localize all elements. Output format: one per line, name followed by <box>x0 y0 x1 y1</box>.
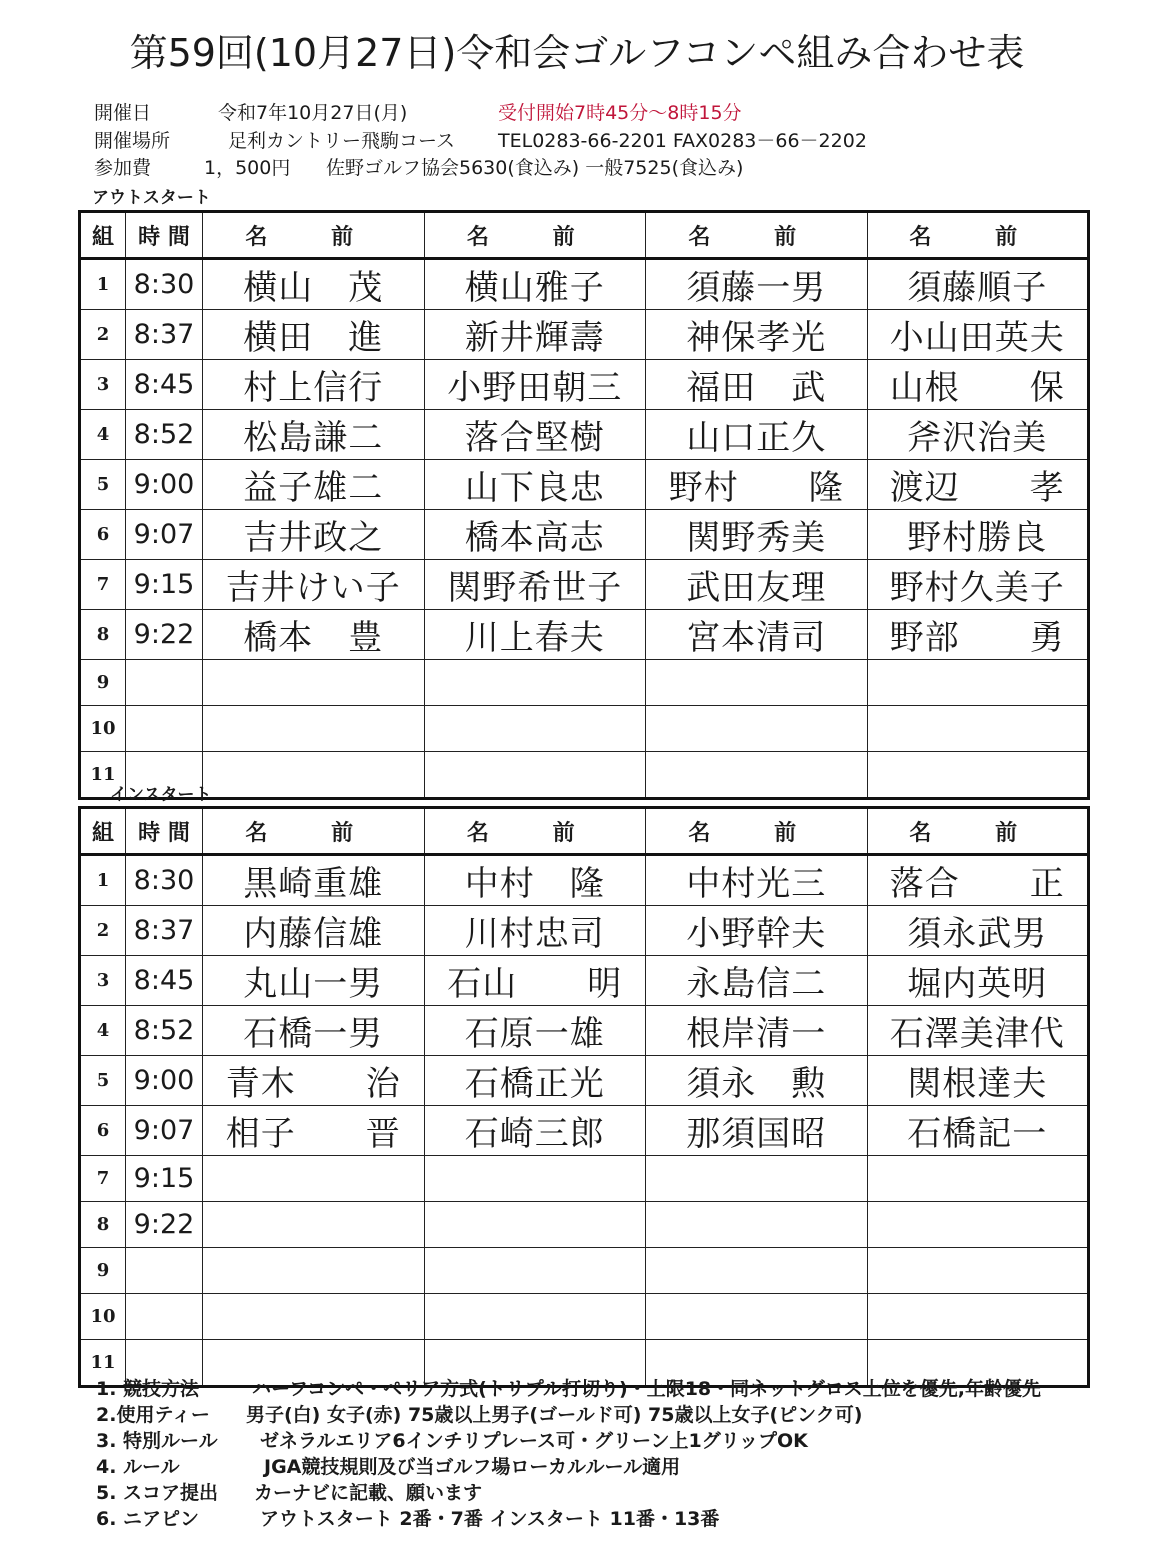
player-name <box>646 1248 868 1294</box>
group-number: 7 <box>80 1156 126 1202</box>
page-title: 第59回(10月27日)令和会ゴルフコンペ組み合わせ表 <box>129 31 1025 75</box>
table-row <box>80 906 1089 956</box>
tee-time: 8:52 <box>126 410 203 460</box>
player-name: 須永 勲 <box>646 1056 868 1106</box>
header-name: 名 前 <box>646 808 868 855</box>
player-name <box>646 660 868 706</box>
player-name: 松島謙二 <box>203 410 425 460</box>
player-name: 中村 隆 <box>424 855 646 906</box>
table-header-row <box>80 212 1089 259</box>
player-name: 関野希世子 <box>424 560 646 610</box>
tee-time: 9:22 <box>126 610 203 660</box>
player-name: 石橋記一 <box>867 1106 1089 1156</box>
player-name <box>646 1294 868 1340</box>
player-name <box>646 1156 868 1202</box>
player-name: 小野田朝三 <box>424 360 646 410</box>
group-number: 8 <box>80 610 126 660</box>
header-kumi: 組 <box>80 212 126 259</box>
player-name <box>646 1202 868 1248</box>
table-header-row <box>80 808 1089 855</box>
header-jikan: 時 間 <box>126 212 203 259</box>
group-number: 5 <box>80 1056 126 1106</box>
group-number: 6 <box>80 510 126 560</box>
table-row <box>80 752 1089 799</box>
table-row <box>80 1294 1089 1340</box>
player-name: 益子雄二 <box>203 460 425 510</box>
note-text: 男子(白) 女子(赤) 75歳以上男子(ゴールド可) 75歳以上女子(ピンク可) <box>246 1404 863 1426</box>
player-name <box>203 1248 425 1294</box>
player-name: 川村忠司 <box>424 906 646 956</box>
table-row <box>80 855 1089 906</box>
player-name: 関野秀美 <box>646 510 868 560</box>
table-row <box>80 1202 1089 1248</box>
tee-time: 9:00 <box>126 1056 203 1106</box>
player-name <box>867 1294 1089 1340</box>
note-number: 5. スコア提出 <box>96 1482 219 1504</box>
tee-time <box>126 1248 203 1294</box>
note-number: 2.使用ティー <box>96 1404 210 1426</box>
player-name: 落合 正 <box>867 855 1089 906</box>
group-number: 11 <box>80 752 126 799</box>
group-number: 11 <box>80 1340 126 1387</box>
header-name: 名 前 <box>867 808 1089 855</box>
header-name: 名 前 <box>203 212 425 259</box>
player-name: 石原一雄 <box>424 1006 646 1056</box>
table-row <box>80 1248 1089 1294</box>
player-name <box>646 706 868 752</box>
player-name <box>424 660 646 706</box>
player-name: 横山 茂 <box>203 259 425 310</box>
group-number: 2 <box>80 906 126 956</box>
player-name: 那須国昭 <box>646 1106 868 1156</box>
note-text: カーナビに記載、願います <box>254 1482 483 1504</box>
group-number: 2 <box>80 310 126 360</box>
header-kumi: 組 <box>80 808 126 855</box>
player-name <box>424 1202 646 1248</box>
date-value: 令和7年10月27日(月) <box>218 102 408 124</box>
player-name: 川上春夫 <box>424 610 646 660</box>
player-name: 永島信二 <box>646 956 868 1006</box>
group-number: 8 <box>80 1202 126 1248</box>
tel-fax: TEL0283-66-2201 FAX0283－66－2202 <box>498 130 867 152</box>
tee-time: 8:30 <box>126 259 203 310</box>
note-number: 4. ルール <box>96 1456 180 1478</box>
table-row <box>80 360 1089 410</box>
player-name: 堀内英明 <box>867 956 1089 1006</box>
player-name: 内藤信雄 <box>203 906 425 956</box>
player-name: 山口正久 <box>646 410 868 460</box>
player-name <box>203 1156 425 1202</box>
player-name: 青木 治 <box>203 1056 425 1106</box>
header-jikan: 時 間 <box>126 808 203 855</box>
player-name: 石澤美津代 <box>867 1006 1089 1056</box>
tee-time: 8:45 <box>126 360 203 410</box>
note-number: 3. 特別ルール <box>96 1430 218 1452</box>
player-name: 斧沢治美 <box>867 410 1089 460</box>
player-name: 須藤一男 <box>646 259 868 310</box>
player-name: 渡辺 孝 <box>867 460 1089 510</box>
player-name <box>867 1248 1089 1294</box>
group-number: 4 <box>80 1006 126 1056</box>
table-row <box>80 310 1089 360</box>
tee-time: 9:22 <box>126 1202 203 1248</box>
group-number: 1 <box>80 855 126 906</box>
player-name <box>867 706 1089 752</box>
table-row <box>80 460 1089 510</box>
player-name <box>424 706 646 752</box>
player-name: 小山田英夫 <box>867 310 1089 360</box>
player-name: 村上信行 <box>203 360 425 410</box>
player-name: 野部 勇 <box>867 610 1089 660</box>
note-number: 1. 競技方法 <box>96 1378 200 1400</box>
venue-value: 足利カントリー飛駒コース <box>228 130 456 152</box>
note-text: アウトスタート 2番・7番 インスタート 11番・13番 <box>260 1508 720 1530</box>
player-name: 山根 保 <box>867 360 1089 410</box>
header-name: 名 前 <box>203 808 425 855</box>
tee-time: 9:07 <box>126 1106 203 1156</box>
in-start-table <box>78 806 1090 1388</box>
tee-time <box>126 706 203 752</box>
tee-time: 9:00 <box>126 460 203 510</box>
reception-time: 受付開始7時45分～8時15分 <box>498 102 742 124</box>
table-row <box>80 560 1089 610</box>
player-name: 石山 明 <box>424 956 646 1006</box>
tee-time: 8:37 <box>126 310 203 360</box>
player-name <box>203 660 425 706</box>
table-row <box>80 259 1089 310</box>
group-number: 3 <box>80 360 126 410</box>
player-name: 宮本清司 <box>646 610 868 660</box>
tee-time: 9:15 <box>126 1156 203 1202</box>
note-text: ハーフコンペ・ペリア方式(トリプル打切り)・上限18・同ネットグロス上位を優先,年齢優先 <box>252 1378 1041 1400</box>
table-row <box>80 610 1089 660</box>
player-name <box>424 1294 646 1340</box>
player-name: 根岸清一 <box>646 1006 868 1056</box>
player-name <box>867 1202 1089 1248</box>
player-name <box>867 752 1089 799</box>
table-row <box>80 1156 1089 1202</box>
player-name: 野村勝良 <box>867 510 1089 560</box>
group-number: 9 <box>80 660 126 706</box>
table-row <box>80 706 1089 752</box>
player-name: 石橋正光 <box>424 1056 646 1106</box>
player-name: 相子 晋 <box>203 1106 425 1156</box>
player-name: 福田 武 <box>646 360 868 410</box>
out-start-label: アウトスタート <box>92 188 211 208</box>
in-start-label: インスタート <box>110 785 212 805</box>
group-number: 6 <box>80 1106 126 1156</box>
player-name <box>646 752 868 799</box>
fee-note: 佐野ゴルフ協会5630(食込み) 一般7525(食込み) <box>326 157 744 179</box>
player-name: 落合堅樹 <box>424 410 646 460</box>
player-name <box>203 1202 425 1248</box>
fee-value: 1，500円 <box>204 157 291 179</box>
tee-time: 8:37 <box>126 906 203 956</box>
table-row <box>80 660 1089 706</box>
group-number: 4 <box>80 410 126 460</box>
group-number: 10 <box>80 706 126 752</box>
table-row <box>80 510 1089 560</box>
player-name: 小野幹夫 <box>646 906 868 956</box>
tee-time: 8:30 <box>126 855 203 906</box>
group-number: 5 <box>80 460 126 510</box>
player-name: 横山雅子 <box>424 259 646 310</box>
note-number: 6. ニアピン <box>96 1508 200 1530</box>
note-text: ゼネラルエリア6インチリプレース可・グリーン上1グリップOK <box>260 1430 808 1452</box>
player-name <box>424 1156 646 1202</box>
table-row <box>80 1056 1089 1106</box>
player-name: 野村 隆 <box>646 460 868 510</box>
tee-time <box>126 660 203 706</box>
fee-label: 参加費 <box>94 157 152 179</box>
tee-time: 8:45 <box>126 956 203 1006</box>
group-number: 3 <box>80 956 126 1006</box>
player-name <box>867 660 1089 706</box>
group-number: 1 <box>80 259 126 310</box>
tee-time: 8:52 <box>126 1006 203 1056</box>
header-name: 名 前 <box>424 808 646 855</box>
player-name: 関根達夫 <box>867 1056 1089 1106</box>
player-name: 丸山一男 <box>203 956 425 1006</box>
player-name: 武田友理 <box>646 560 868 610</box>
tee-time <box>126 1294 203 1340</box>
tee-time: 9:07 <box>126 510 203 560</box>
table-row <box>80 410 1089 460</box>
player-name: 新井輝壽 <box>424 310 646 360</box>
header-name: 名 前 <box>424 212 646 259</box>
player-name: 石崎三郎 <box>424 1106 646 1156</box>
player-name: 橋本 豊 <box>203 610 425 660</box>
player-name: 野村久美子 <box>867 560 1089 610</box>
player-name: 須藤順子 <box>867 259 1089 310</box>
group-number: 10 <box>80 1294 126 1340</box>
out-start-table <box>78 210 1090 800</box>
group-number: 9 <box>80 1248 126 1294</box>
player-name: 吉井政之 <box>203 510 425 560</box>
player-name <box>424 752 646 799</box>
group-number: 7 <box>80 560 126 610</box>
player-name: 中村光三 <box>646 855 868 906</box>
player-name: 須永武男 <box>867 906 1089 956</box>
player-name: 神保孝光 <box>646 310 868 360</box>
player-name <box>424 1248 646 1294</box>
player-name <box>867 1156 1089 1202</box>
player-name: 山下良忠 <box>424 460 646 510</box>
header-name: 名 前 <box>646 212 868 259</box>
player-name: 石橋一男 <box>203 1006 425 1056</box>
venue-label: 開催場所 <box>94 130 171 152</box>
player-name: 橋本高志 <box>424 510 646 560</box>
player-name: 横田 進 <box>203 310 425 360</box>
header-name: 名 前 <box>867 212 1089 259</box>
table-row <box>80 1006 1089 1056</box>
player-name <box>203 706 425 752</box>
player-name <box>203 1294 425 1340</box>
note-text: JGA競技規則及び当ゴルフ場ローカルルール適用 <box>264 1456 681 1478</box>
table-row <box>80 1106 1089 1156</box>
player-name: 黒崎重雄 <box>203 855 425 906</box>
player-name <box>203 752 425 799</box>
date-label: 開催日 <box>94 102 152 124</box>
player-name: 吉井けい子 <box>203 560 425 610</box>
table-row <box>80 956 1089 1006</box>
tee-time: 9:15 <box>126 560 203 610</box>
